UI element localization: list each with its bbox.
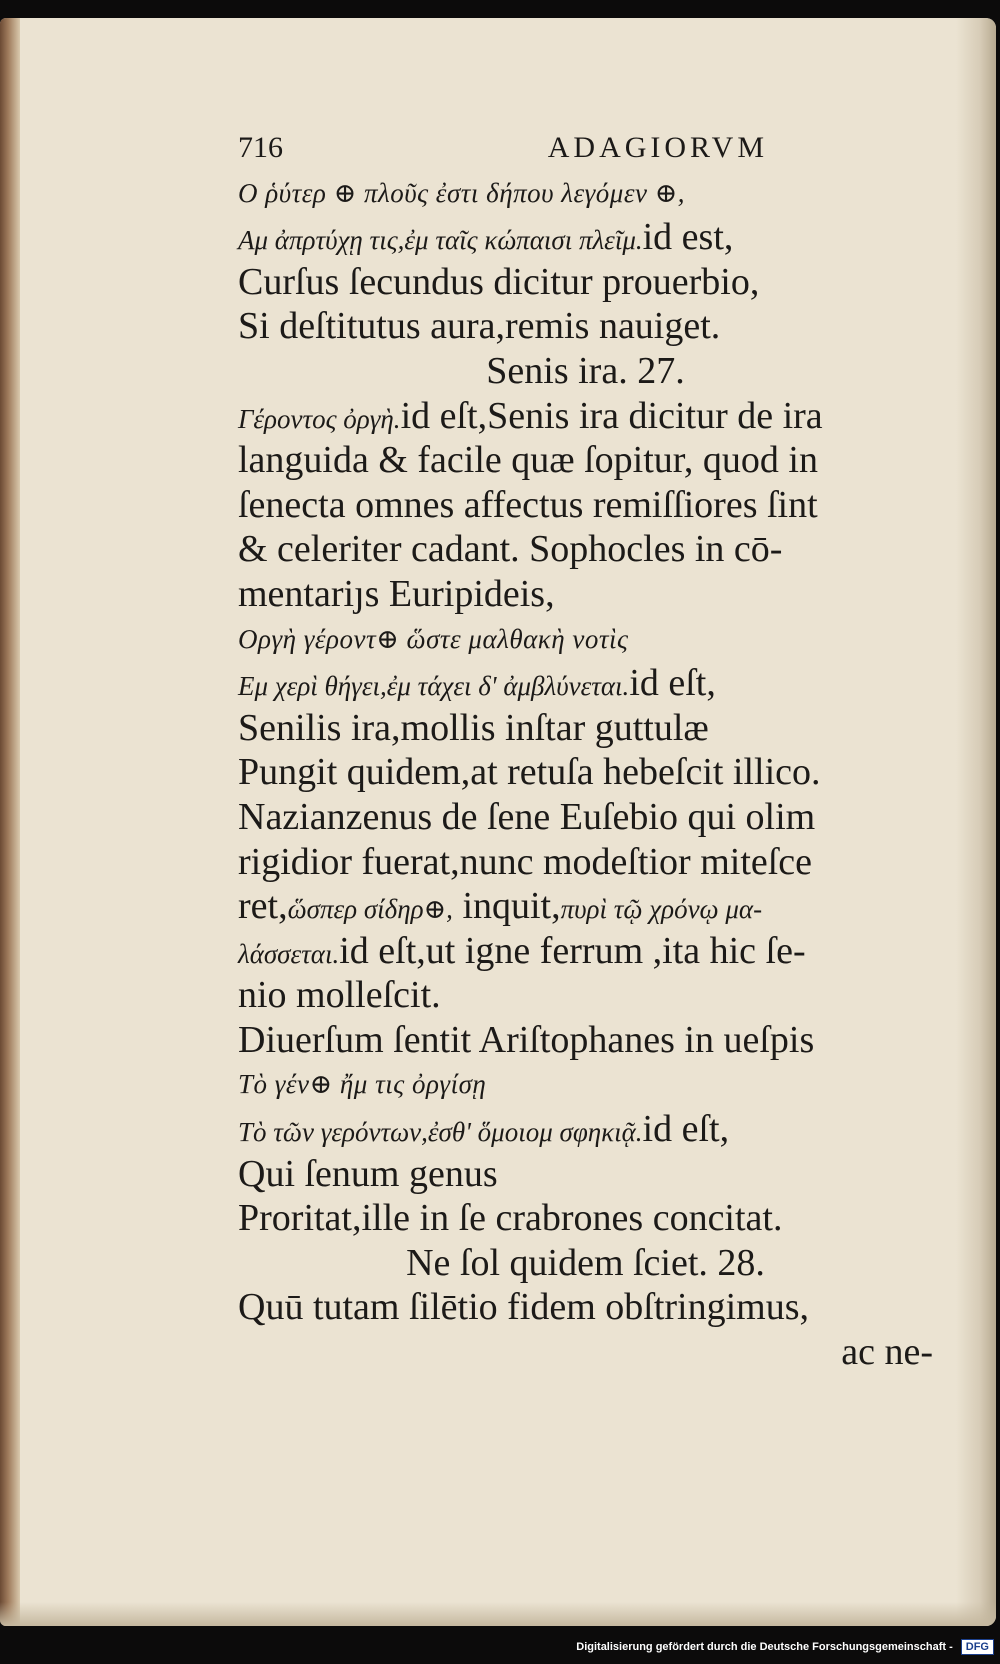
page-number: 716 [238, 131, 283, 164]
greek-phrase: Εμ χερὶ θήγει,ἐμ τάχει δ' ἀμβλύνεται. [238, 671, 630, 702]
mixed-text-line [238, 394, 933, 439]
latin-phrase: ret, [238, 885, 288, 928]
mixed-text-line [238, 929, 933, 974]
latin-text-line: & celeriter cadant. Sophocles in cō- [238, 528, 783, 571]
latin-text-line: Qui ſenum genus [238, 1152, 498, 1195]
latin-phrase: id eſt,Senis ira dicitur de ira [400, 394, 823, 437]
greek-phrase: Γέροντος ὀργὴ. [238, 403, 401, 434]
adage-heading [238, 349, 933, 394]
latin-phrase: inquit, [452, 885, 561, 928]
greek-phrase: λάσσεται. [238, 938, 340, 969]
mixed-text-line [238, 661, 933, 706]
latin-phrase: id eſt,ut igne ferrum ,ita hic ſe- [339, 929, 806, 972]
adage-heading [238, 1241, 933, 1286]
text-lines [238, 171, 933, 1375]
greek-phrase: πυρὶ τῷ χρόνῳ μα- [560, 894, 763, 925]
latin-text-line: Senilis ira,mollis inſtar guttulæ [238, 706, 709, 749]
greek-verse-line: Τὸ γέν⊕ ἤμ τις ὀργίσῃ [238, 1069, 487, 1100]
latin-text-line: Si deſtitutus aura,remis nauiget. [238, 305, 721, 348]
greek-phrase: Αμ ἀπρτύχῃ τις,ἐμ ταῖς κώπαισι πλεῖμ. [238, 225, 643, 256]
adage-title: Ne ſol quidem ſciet. 28. [406, 1241, 765, 1284]
latin-text-line: Curſus ſecundus dicitur prouerbio, [238, 260, 760, 303]
page-bottom-shadow [0, 1602, 996, 1626]
dfg-logo: DFG [961, 1639, 994, 1655]
latin-text-line: ſenecta omnes affectus remiſſiores ſint [238, 483, 818, 526]
latin-text-line: nio molleſcit. [238, 974, 441, 1017]
latin-text-line: Quū tutam ſilētio fidem obſtringimus, [238, 1286, 810, 1329]
greek-verse-line: Ο ῥύτερ ⊕ πλοῦς ἐστι δήπου λεγόμεν ⊕, [238, 177, 686, 208]
adage-title: Senis ira. 27. [486, 349, 685, 392]
latin-text-line: rigidior fuerat,nunc modeſtior miteſce [238, 840, 813, 883]
greek-phrase: ὥσπερ σίδηρ⊕, [287, 894, 453, 925]
footer-credit: Digitalisierung gefördert durch die Deutsche Forschungsgemeinschaft - [576, 1641, 953, 1653]
mixed-text-line [238, 884, 933, 929]
latin-phrase: id est, [642, 216, 734, 259]
running-header [238, 126, 768, 171]
page-text [238, 126, 933, 1375]
digitization-footer [576, 1630, 1000, 1664]
catchword: ac ne- [841, 1331, 933, 1374]
running-title: ADAGIORVM [547, 131, 768, 164]
latin-text-line: Nazianzenus de ſene Euſebio qui olim [238, 795, 816, 838]
mixed-text-line [238, 215, 933, 260]
latin-text-line: Pungit quidem,at retuſa hebeſcit illico. [238, 751, 821, 794]
latin-phrase: id eſt, [642, 1108, 730, 1151]
latin-phrase: id eſt, [629, 662, 716, 705]
page-gutter-shadow [0, 18, 20, 1626]
latin-text-line: Diuerſum ſentit Ariſtophanes in ueſpis [238, 1018, 815, 1061]
latin-text-line: languida & facile quæ ſopitur, quod in [238, 439, 818, 482]
greek-verse-line: Οργὴ γέροντ⊕ ὥστε μαλθακὴ νοτὶς [238, 623, 629, 654]
latin-text-line: mentariȷs Euripideis, [238, 572, 555, 615]
book-page [0, 18, 996, 1626]
mixed-text-line [238, 1107, 933, 1152]
latin-text-line: Proritat,ille in ſe crabrones concitat. [238, 1197, 783, 1240]
greek-phrase: Τὸ τῶν γερόντων,ἐσθ' ὅμοιομ σφηκιᾷ. [238, 1117, 643, 1148]
